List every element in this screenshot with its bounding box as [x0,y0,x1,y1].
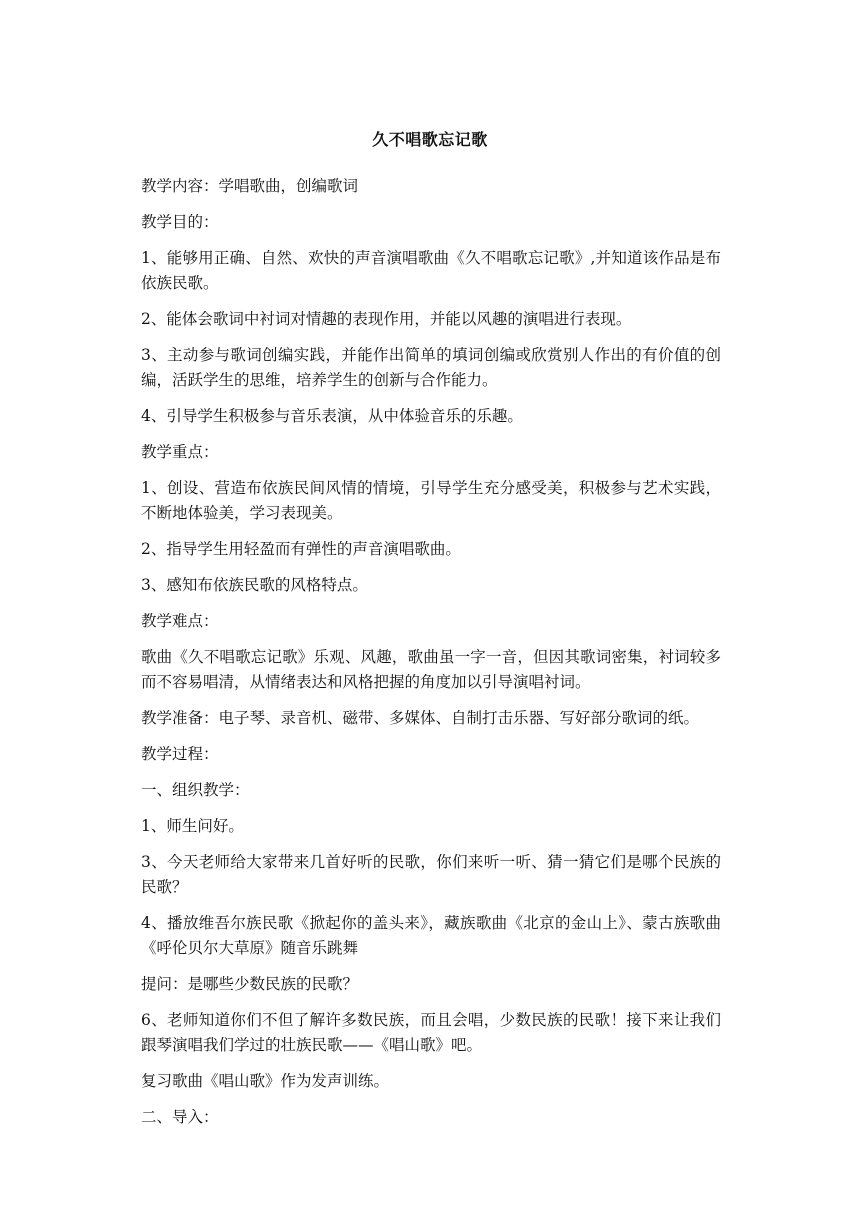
paragraph-section-1-heading: 一、组织教学： [141,781,250,799]
paragraph-teaching-goals-heading: 教学目的： [141,213,219,231]
paragraph-teaching-content: 教学内容：学唱歌曲，创编歌词 [141,177,359,195]
paragraph-step-4: 4、播放维吾尔族民歌《掀起你的盖头来》，藏族歌曲《北京的金山上》、蒙古族歌曲《呼伦贝尔大草原》随音乐跳舞 [141,914,721,957]
paragraph-step-6: 6、老师知道你们不但了解许多数民族，而且会唱，少数民族的民歌！接下来让我们跟琴演唱我们学过的壮族民歌——《唱山歌》吧。 [141,1011,721,1054]
paragraph-review: 复习歌曲《唱山歌》作为发声训练。 [141,1072,390,1090]
paragraph-goal-2: 2、能体会歌词中衬词对情趣的表现作用，并能以风趣的演唱进行表现。 [141,310,632,328]
paragraph-key-point-3: 3、感知布依族民歌的风格特点。 [141,576,368,594]
document-title: 久不唱歌忘记歌 [372,130,488,149]
paragraph-goal-3: 3、主动参与歌词创编实践，并能作出简单的填词创编或欣赏别人作出的有价值的创编，活跃学生的思维，培养学生的创新与合作能力。 [141,346,721,389]
paragraph-key-point-1: 1、创设、营造布依族民间风情的情境，引导学生充分感受美，积极参与艺术实践，不断地体验美，学习表现美。 [141,479,721,522]
paragraph-step-3: 3、今天老师给大家带来几首好听的民歌，你们来听一听、猜一猜它们是哪个民族的民歌？ [141,853,721,896]
paragraph-key-points-heading: 教学重点： [141,443,219,461]
paragraph-section-2-heading: 二、导入： [141,1108,219,1126]
document-body [141,174,721,1141]
paragraph-step-1: 1、师生问好。 [141,817,244,835]
paragraph-difficulties-heading: 教学难点： [141,612,219,630]
paragraph-goal-4: 4、引导学生积极参与音乐表演，从中体验音乐的乐趣。 [141,407,523,425]
paragraph-process-heading: 教学过程： [141,745,219,763]
paragraph-question: 提问：是哪些少数民族的民歌？ [141,975,359,993]
paragraph-goal-1: 1、能够用正确、自然、欢快的声音演唱歌曲《久不唱歌忘记歌》,并知道该作品是布依族民歌。 [141,249,721,292]
paragraph-preparation: 教学准备：电子琴、录音机、磁带、多媒体、自制打击乐器、写好部分歌词的纸。 [141,709,700,727]
paragraph-key-point-2: 2、指导学生用轻盈而有弹性的声音演唱歌曲。 [141,540,461,558]
paragraph-difficulties: 歌曲《久不唱歌忘记歌》乐观、风趣，歌曲虽一字一音，但因其歌词密集，衬词较多而不容易唱清，从情绪表达和风格把握的角度加以引导演唱衬词。 [141,648,721,691]
